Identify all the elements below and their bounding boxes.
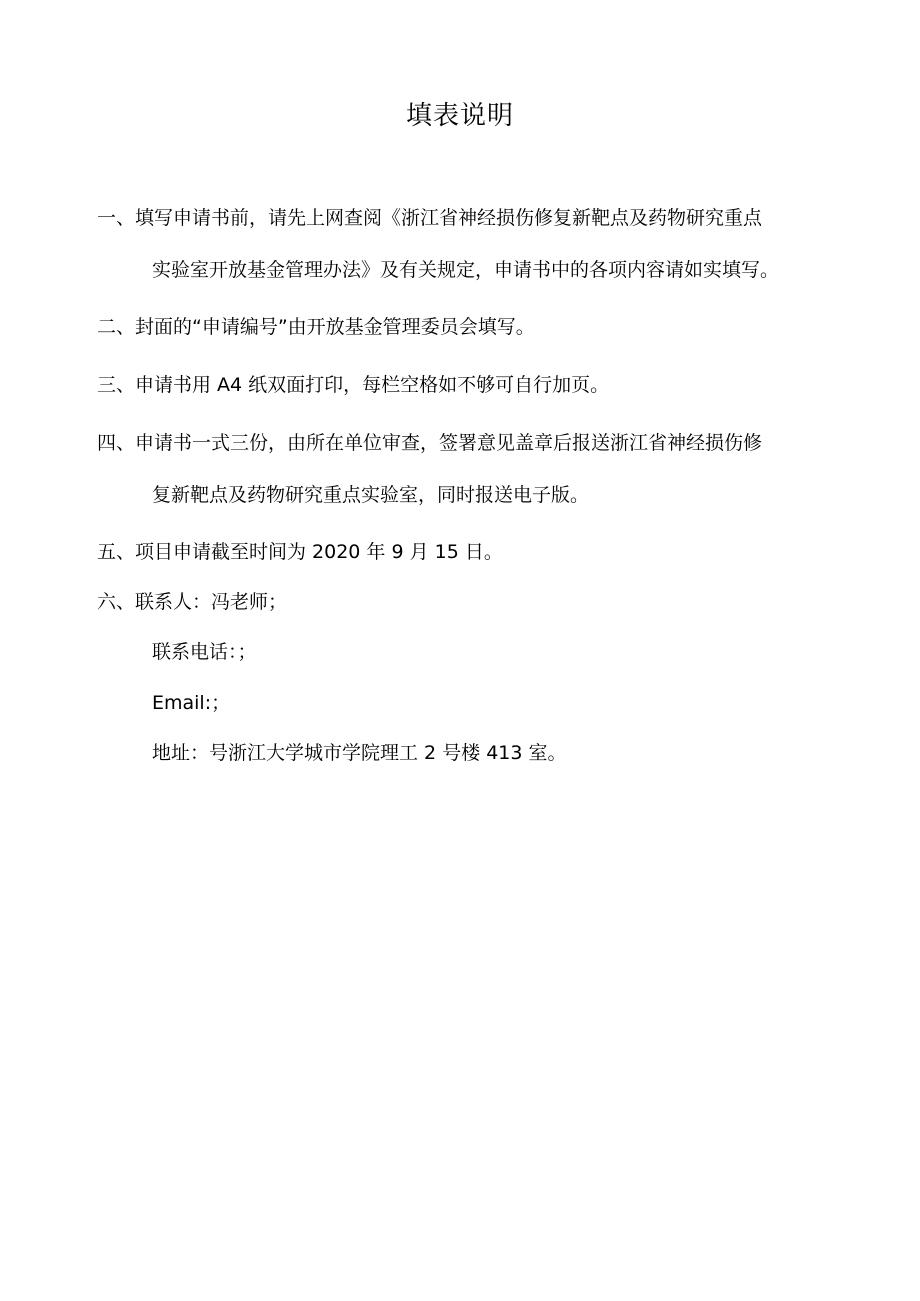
contact-address: 地址：号浙江大学城市学院理工 2 号楼 413 室。 (152, 742, 567, 764)
contact-phone: 联系电话：； (152, 641, 257, 663)
instruction-2: 二、封面的“申请编号”由开放基金管理委员会填写。 (97, 316, 535, 338)
instruction-1-line-2: 实验室开放基金管理办法》及有关规定，申请书中的各项内容请如实填写。 (152, 259, 780, 281)
instruction-5: 五、项目申请截至时间为 2020 年 9 月 15 日。 (97, 541, 503, 563)
instruction-3: 三、申请书用 A4 纸双面打印，每栏空格如不够可自行加页。 (97, 374, 610, 396)
instruction-6: 六、联系人：冯老师； (97, 591, 288, 613)
instruction-4-line-2: 复新靶点及药物研究重点实验室，同时报送电子版。 (152, 484, 590, 506)
instruction-1-line-1: 一、填写申请书前，请先上网查阅《浙江省神经损伤修复新靶点及药物研究重点 (97, 207, 763, 229)
contact-email: Email:； (152, 692, 231, 714)
instruction-4-line-1: 四、申请书一式三份，由所在单位审查，签署意见盖章后报送浙江省神经损伤修 (97, 432, 763, 454)
page-title: 填表说明 (405, 101, 514, 131)
